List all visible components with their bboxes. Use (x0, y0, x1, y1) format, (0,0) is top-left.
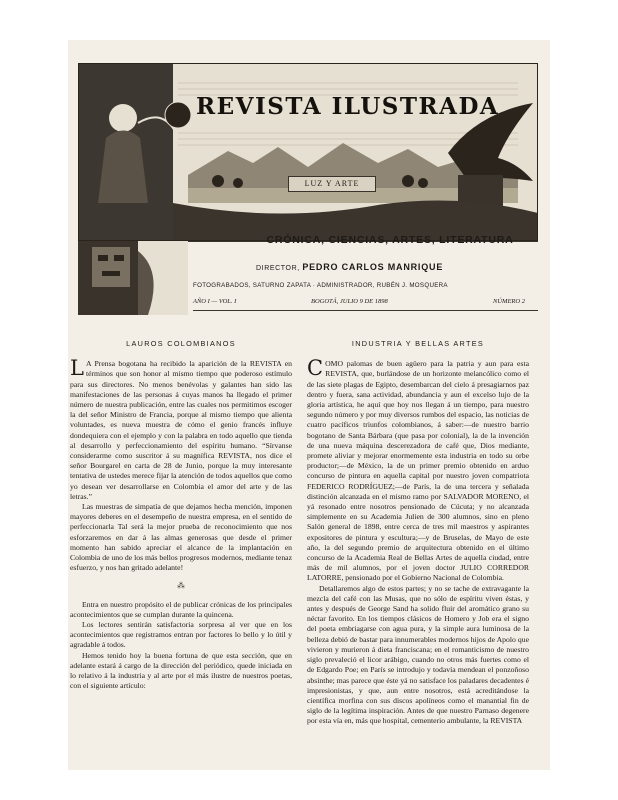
article-industria-bellas-artes (307, 335, 529, 727)
article-paragraph: Hemos tenido hoy la buena fortuna de que esta sección, que en adelante estará á cargo de la dirección del periódico, quede iniciada en lo relativo á la industria y al arte por el más ilustre de nuestros poetas, con el siguiente artículo: (70, 650, 292, 691)
article-paragraph: Detallaremos algo de estos partes; y no se tache de extravagante la mezcla del café con las Musas, que no sólo de espíritu viven éstas, y antes y después de George Sand ha solido fluir del aromático grano su néctar favorito. En los tiempos clásicos de Homero y Job era el signo del poeta embriagarse con agua pura, y la simple aura luminosa de la belleza debió de bastar para innumerables modernos hijos de Apolo que vivieron y murieron á dieta franciscana; en el romanticismo de nuestro siglo prevaleció el licor arábigo, cuando no otros más fuertes como el de Edgardo Poe; en París se introdujo y todavía mendean el ponzoñoso absinthe; mas parece que éste yá no satisface los paladares decadentes é impresionistas, y que, aun entre nosotros, está acreditándose la científica morfina con sus discos apolíneos como el manantial fin de siglo de la legítima inspiración. Antes de que nuestro Parnaso degenere por esta vía en, más que hospital, cementerio ambulante, la REVISTA (307, 583, 529, 726)
drop-cap: C (307, 356, 324, 381)
director-line (256, 262, 443, 272)
article-paragraph (70, 356, 292, 502)
masthead-rule (193, 310, 538, 311)
stone-pillar-illustration (78, 241, 188, 315)
illustration-art (78, 63, 538, 241)
article-paragraph (307, 356, 529, 583)
staff-line: FOTOGRABADOS, SATURNO ZAPATA · ADMINISTRADOR, RUBÉN J. MOSQUERA (193, 282, 448, 289)
article-paragraph: Entra en nuestro propósito el de publicar crónicas de los principales acontecimientos que se cumplan durante la quincena. (70, 599, 292, 619)
paragraph-text: A Prensa bogotana ha recibido la aparición de la REVISTA en términos que son honor al mismo tiempo que poderoso estímulo para sus directores. No menos benévolas y galantes han sido las manifestaciones de las personas á cuyas manos ha llegado el primer número de nuestra publicación, entre las cuales nos permitimos escoger la del señor Ministro de Francia, porque al mismo tiempo que alienta voluntades, es nueva muestra de cómo el genio francés influye dondequiera con el ejemplo y con la palabra en todo aquello que tienda al desarrollo y perfeccionamiento del espíritu humano. “Sírvanse considerarme como suscritor á su magnífica REVISTA, nos dice el señor Bourgarel en carta de 28 de Junio, porque la muy interesante tentativa de ustedes merece fijar la atención de todos aquellos que como yo desean ver desarrollarse en Colombia el amor del arte y de las letras.” (70, 359, 292, 501)
section-asterism: ⁂ (177, 581, 185, 591)
article-paragraph: Los lectores sentirán satisfactoria sorpresa al ver que en los acontecimientos que registramos entran por factores lo bello y lo útil y agradable á todos. (70, 620, 292, 650)
article-lauros-colombianos (70, 335, 292, 692)
article-heading: LAUROS COLOMBIANOS (126, 339, 236, 348)
masthead-title: REVISTA ILUSTRADA (196, 93, 500, 120)
paragraph-text: OMO palomas de buen agüero para la patria y aun para esta REVISTA, que, burlándose de un horizonte melancólico como el de las siete plagas de Egipto, desembarcan del cielo á presagiarnos paz dentro y fuera, sana actividad, abundancia y aun el excelso lujo de la gloria artística, he aquí que hoy nos llegan á un tiempo, para nuestro segundo número y por muy diversos rumbos del espacio, las noticias de cuatro pacíficos triunfos colombianos, á saber:—de nuestro barrio bogotano de Santa Bárbara (que pasa por colonial), la de la invención de una nueva máquina descerezadora de café que, Dios mediante, promete aliviar y mejorar enormemente esta industria en todo su orbe productor;—de México, la de un primer premio obtenido en arduo concurso de pintura en aquella capital por nuestro joven compatriota FEDERICO RODRÍGUEZ;—de París, la de una tercera y señalada distinción alcanzada en el mismo ramo por SALVADOR MORENO, el yá resonado entre nosotros pensionado de Cúcuta; y no alcanzada simplemente en su Academia Julien de 300 alumnos, sino en pleno Salón general de 1898, entre cerca de tres mil maestros y aspirantes expositores de pintura y escultura;—y de Bruselas, de Mayo de este año, la del segundo premio de arquitectura obtenido en el último concurso de la Academia Real de Bellas Artes de aquella ciudad, entre más de mil alumnos, por el joven doctor JULIO CORREDOR LATORRE, pensionado por el Gobierno Nacional de Colombia. (307, 359, 529, 583)
drop-cap: L (70, 356, 84, 381)
volume-label: AÑO I — VOL. I (193, 298, 237, 305)
masthead-emblem-scroll: LUZ Y ARTE (288, 176, 376, 192)
article-paragraph: Las muestras de simpatía de que dejamos hecha mención, imponen mayores deberes en el desempeño de nuestra empresa, en el sentido de perfeccionarla Tal será la mejor prueba de reconocimiento que nos esforzaremos en dar á las almas generosas que desde el primer momento han sabido apreciar el alcance de la implantación en Colombia de uno de los más bellos progresos modernos, mediante tenaz esfuerzo, y nos han gritado adelante! (70, 502, 292, 573)
masthead-illustration (78, 63, 538, 242)
masthead (78, 63, 538, 315)
masthead-subhead: CRÓNICA, CIENCIAS, ARTES, LITERATURA (266, 234, 514, 246)
director-name: PEDRO CARLOS MANRIQUE (302, 262, 444, 272)
director-label: DIRECTOR, (256, 265, 300, 272)
issue-number: NÚMERO 2 (493, 298, 525, 305)
place-date: BOGOTÁ, JULIO 9 DE 1898 (311, 298, 388, 305)
article-heading: INDUSTRIA Y BELLAS ARTES (351, 339, 485, 348)
